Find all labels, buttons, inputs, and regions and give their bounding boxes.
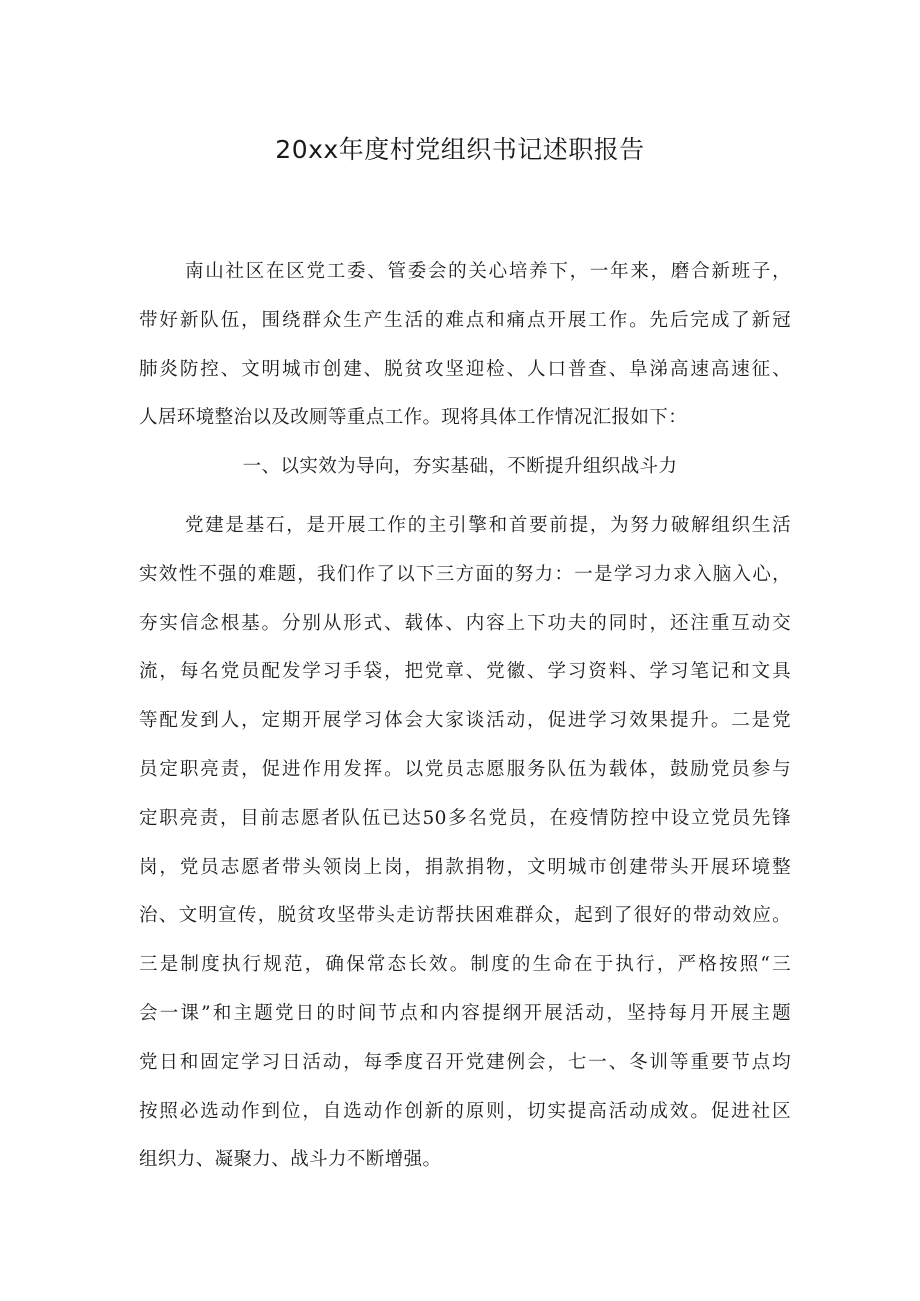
section-1-line: 会一课”和主题党日的时间节点和内容提纲开展活动，坚持每月开展主题: [139, 1002, 791, 1024]
section-1-line: 定职亮责，目前志愿者队伍已达50多名党员，在疫情防控中设立党员先锋: [139, 807, 791, 829]
intro-line: 人居环境整治以及改厕等重点工作。现将具体工作情况汇报如下：: [139, 407, 688, 429]
intro-line: 肺炎防控、文明城市创建、脱贫攻坚迎检、人口普查、阜涕高速高速征、: [139, 358, 791, 380]
document-title: 20xx年度村党组织书记述职报告: [275, 135, 645, 164]
section-1-heading: 一、以实效为导向，夯实基础，不断提升组织战斗力: [242, 456, 678, 477]
section-1-line: 按照必选动作到位，自选动作创新的原则，切实提高活动成效。促进社区: [139, 1100, 791, 1122]
section-1-line: 实效性不强的难题，我们作了以下三方面的努力：一是学习力求入脑入心，: [139, 563, 791, 585]
section-1-line: 组织力、凝聚力、战斗力不断增强。: [139, 1149, 442, 1171]
section-1-line: 三是制度执行规范，确保常态长效。制度的生命在于执行，严格按照“三: [139, 954, 791, 976]
section-1-line: 岗，党员志愿者带头领岗上岗，捐款捐物，文明城市创建带头开展环境整: [139, 856, 791, 878]
intro-line: 南山社区在区党工委、管委会的关心培养下，一年来，磨合新班子，: [185, 261, 791, 282]
section-1-line: 员定职亮责，促进作用发挥。以党员志愿服务队伍为载体，鼓励党员参与: [139, 758, 791, 780]
section-1-line: 党日和固定学习日活动，每季度召开党建例会，七一、冬训等重要节点均: [139, 1051, 791, 1073]
section-1-line: 等配发到人，定期开展学习体会大家谈活动，促进学习效果提升。二是党: [139, 710, 791, 732]
section-1-paragraph: [139, 502, 791, 1185]
section-1-line: 流，每名党员配发学习手袋，把党章、党徽、学习资料、学习笔记和文具: [139, 661, 791, 683]
section-1-line: 治、文明宣传，脱贫攻坚带头走访帮扶困难群众，起到了很好的带动效应。: [139, 905, 791, 927]
intro-paragraph: [139, 248, 791, 443]
section-1-line: 夯实信念根基。分别从形式、载体、内容上下功夫的同时，还注重互动交: [139, 612, 791, 634]
intro-line: 带好新队伍，围绕群众生产生活的难点和痛点开展工作。先后完成了新冠: [139, 309, 791, 331]
section-1-line: 党建是基石，是开展工作的主引擎和首要前提，为努力破解组织生活: [185, 515, 791, 536]
